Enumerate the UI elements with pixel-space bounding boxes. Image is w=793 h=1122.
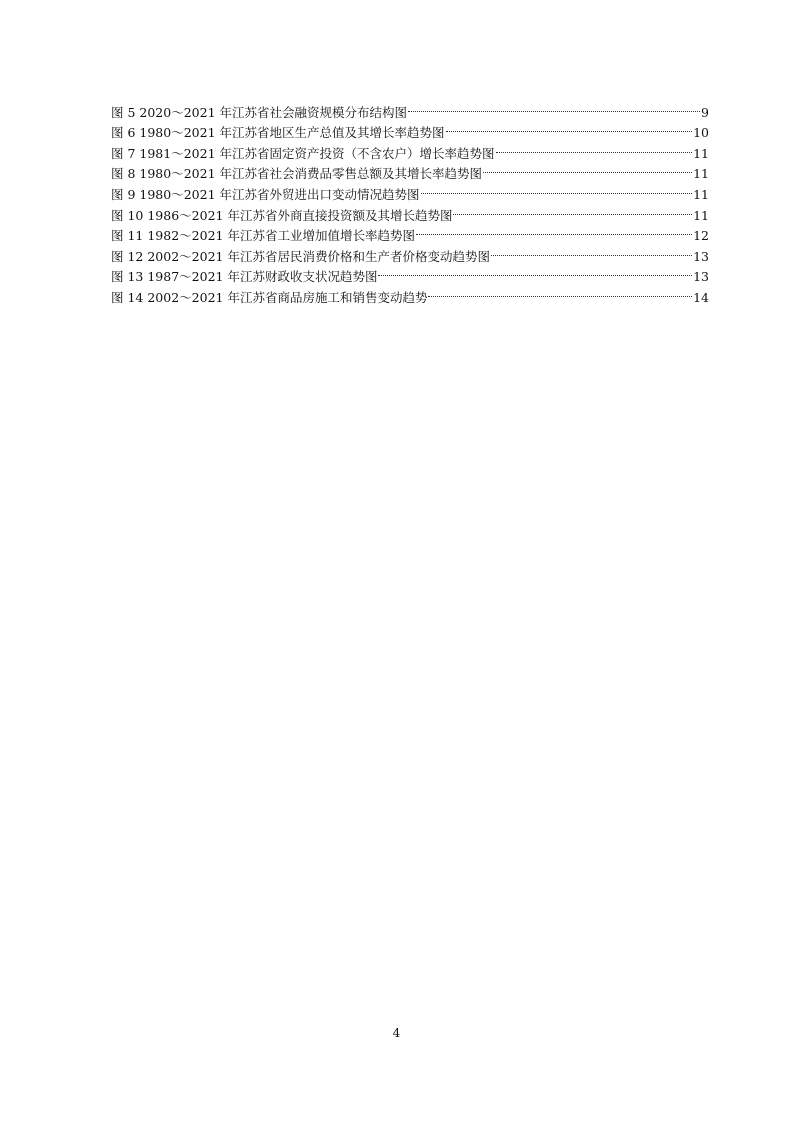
- toc-entry-page: 14: [693, 289, 709, 305]
- toc-entry-label: 图 11 1982～2021 年江苏省工业增加值增长率趋势图: [111, 228, 415, 244]
- dot-leader: [408, 96, 700, 117]
- dot-leader: [496, 137, 693, 158]
- toc-entry-label: 图 14 2002～2021 年江苏省商品房施工和销售变动趋势: [111, 289, 428, 305]
- dot-leader: [491, 240, 692, 261]
- dot-leader: [483, 158, 692, 179]
- toc-entry-page: 11: [693, 166, 709, 182]
- toc-entry-label: 图 6 1980～2021 年江苏省地区生产总值及其增长率趋势图: [111, 125, 445, 141]
- toc-entry[interactable]: [111, 96, 709, 120]
- toc-entry-label: 图 12 2002～2021 年江苏省居民消费价格和生产者价格变动趋势图: [111, 248, 490, 264]
- toc-entry-page: 9: [701, 104, 709, 120]
- toc-entry-page: 11: [693, 186, 709, 202]
- page-number: 4: [392, 1026, 401, 1040]
- toc-entry-page: 12: [693, 228, 709, 244]
- toc-entry-label: 图 5 2020～2021 年江苏省社会融资规模分布结构图: [111, 104, 407, 120]
- toc-entry-page: 10: [693, 125, 709, 141]
- toc-entry-page: 13: [693, 248, 709, 264]
- toc-entry-label: 图 13 1987～2021 年江苏财政收支状况趋势图: [111, 269, 378, 285]
- dot-leader: [378, 261, 692, 282]
- toc-entry-label: 图 10 1986～2021 年江苏省外商直接投资额及其增长趋势图: [111, 207, 453, 223]
- toc-entry-page: 13: [693, 269, 709, 285]
- toc-entry-label: 图 8 1980～2021 年江苏省社会消费品零售总额及其增长率趋势图: [111, 166, 482, 182]
- dot-leader: [428, 281, 692, 302]
- dot-leader: [446, 117, 693, 138]
- dot-leader: [416, 220, 692, 241]
- toc-entry-page: 11: [693, 145, 709, 161]
- toc-entry-label: 图 9 1980～2021 年江苏省外贸进出口变动情况趋势图: [111, 186, 420, 202]
- dot-leader: [421, 178, 693, 199]
- toc-entry-label: 图 7 1981～2021 年江苏省固定资产投资（不含农户）增长率趋势图: [111, 145, 495, 161]
- dot-leader: [453, 199, 692, 220]
- figure-list: [111, 96, 709, 305]
- toc-entry-page: 11: [693, 207, 709, 223]
